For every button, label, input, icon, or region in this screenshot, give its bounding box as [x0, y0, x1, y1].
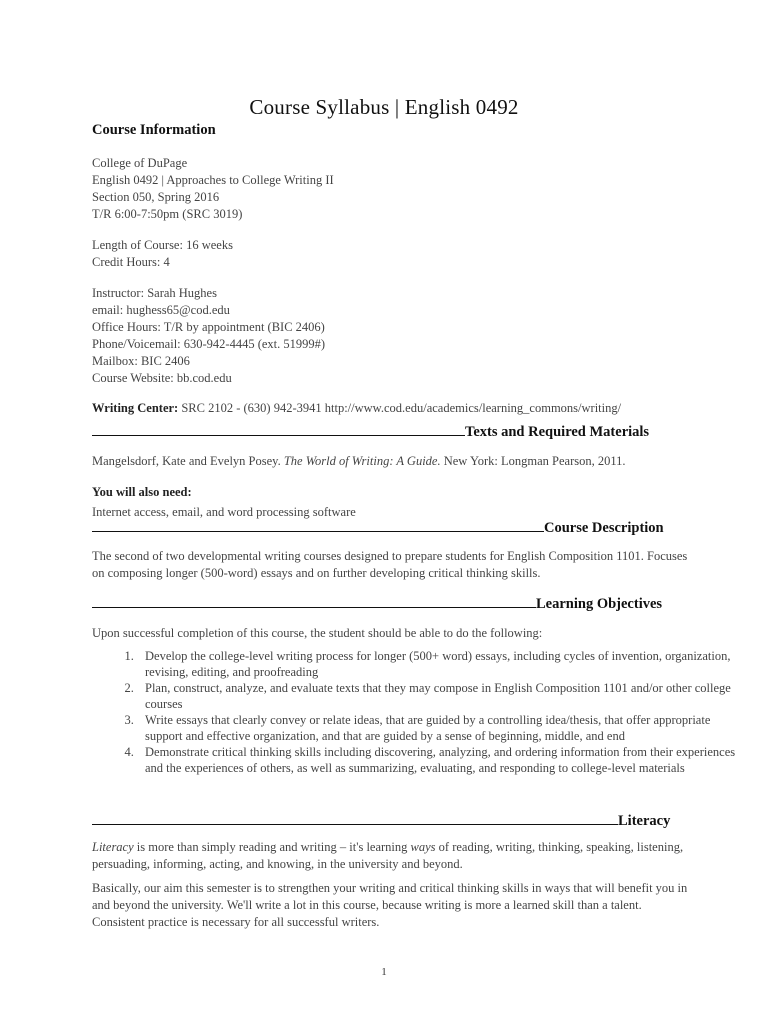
writing-center-label: Writing Center: [92, 401, 179, 415]
section-line: Section 050, Spring 2016 [92, 190, 220, 204]
list-item: 3. Write essays that clearly convey or relate ideas, that are guided by a controlling idea/thesis, that offer appropriate support and effective organization, and that are guided by a sense of beginning, middle, and end [137, 712, 737, 744]
section-rule [92, 531, 544, 532]
texts-heading: Texts and Required Materials [465, 424, 650, 440]
list-item: 2. Plan, construct, analyze, and evaluate texts that they may compose in English Composition 1101 and/or other college courses [137, 680, 737, 712]
literacy-ways: ways [410, 840, 436, 854]
instructor-name: Instructor: Sarah Hughes [92, 286, 217, 300]
writing-center-line [92, 401, 621, 416]
document-title: Course Syllabus | English 0492 [249, 95, 519, 119]
citation-publisher: New York: Longman Pearson, 2011. [440, 454, 626, 468]
objectives-list [92, 648, 737, 776]
course-length: Length of Course: 16 weeks [92, 238, 233, 252]
section-rule [92, 824, 618, 825]
schedule-line: T/R 6:00-7:50pm (SRC 3019) [92, 207, 243, 221]
literacy-text-b: of reading, writing, thinking, speaking, listening, persuading, informing, acting, and knowing, in the university and beyond. [92, 840, 684, 871]
page-number: 1 [381, 966, 387, 978]
office-hours: Office Hours: T/R by appointment (BIC 2406) [92, 320, 325, 334]
objectives-section-header [92, 596, 662, 612]
phone-voicemail: Phone/Voicemail: 630-942-4445 (ext. 51999#) [92, 337, 326, 351]
description-section-header [92, 520, 664, 536]
description-heading: Course Description [544, 520, 664, 536]
literacy-section-header [92, 813, 670, 829]
writing-center-info[interactable]: SRC 2102 - (630) 942-3941 http://www.cod.edu/academics/learning_commons/writing/ [178, 401, 622, 415]
literacy-text-a: is more than simply reading and writing – it's learning [133, 840, 411, 854]
list-item: 4. Demonstrate critical thinking skills including discovering, analyzing, and ordering information from their experiences and the experiences of others, as well as summarizing, evaluating, and responding to college-level materials [137, 744, 737, 776]
texts-section-header [92, 424, 649, 440]
also-need-label-line [92, 485, 192, 500]
section-rule [92, 607, 536, 608]
literacy-term: Literacy [92, 840, 134, 854]
also-need-label: You will also need: [92, 485, 192, 499]
textbook-citation [92, 454, 626, 469]
credit-hours: Credit Hours: 4 [92, 255, 170, 269]
citation-authors: Mangelsdorf, Kate and Evelyn Posey. [92, 454, 284, 468]
literacy-heading: Literacy [618, 813, 671, 829]
objectives-heading: Learning Objectives [536, 596, 663, 612]
instructor-email[interactable]: email: hughess65@cod.edu [92, 303, 230, 317]
literacy-paragraph-1 [92, 839, 692, 873]
course-information-heading: Course Information [92, 122, 216, 138]
objectives-intro: Upon successful completion of this course, the student should be able to do the following: [92, 626, 543, 640]
section-rule [92, 435, 465, 436]
college-name: College of DuPage [92, 156, 188, 170]
course-description-text: The second of two developmental writing courses designed to prepare students for English Composition 1101. Focuses on composing longer (500-word) essays and on further developing critical thinking skills. [92, 549, 688, 580]
literacy-paragraph-2: Basically, our aim this semester is to strengthen your writing and critical thinking skills in ways that will benefit you in and beyond the university. We'll write a lot in this course, because writing is more a learned skill than a talent. Consistent practice is necessary for all successful writers. [92, 881, 688, 929]
course-website[interactable]: Course Website: bb.cod.edu [92, 371, 232, 385]
list-item: 1. Develop the college-level writing process for longer (500+ word) essays, including cycles of invention, organization, revising, editing, and proofreading [137, 648, 737, 680]
course-name: English 0492 | Approaches to College Writing II [92, 173, 334, 187]
mailbox: Mailbox: BIC 2406 [92, 354, 190, 368]
citation-title: The World of Writing: A Guide. [283, 454, 441, 468]
also-need-text: Internet access, email, and word processing software [92, 505, 356, 519]
